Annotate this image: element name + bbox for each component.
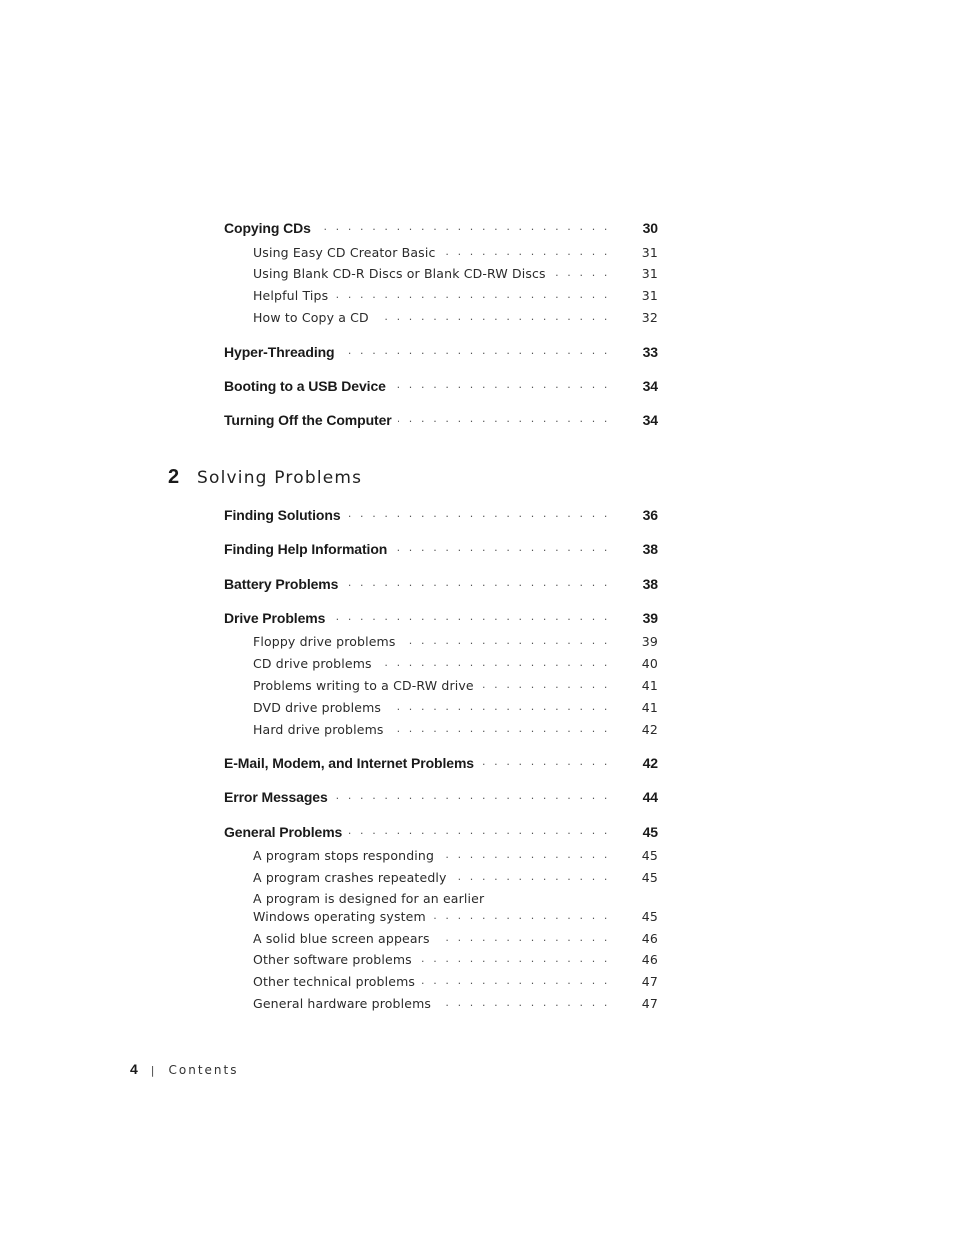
dot-leader: [334, 288, 610, 301]
toc-subentry[interactable]: [253, 677, 658, 693]
toc-entry-page: 44: [642, 789, 658, 805]
toc-entry-title: Drive Problems: [224, 610, 326, 626]
toc-subentry[interactable]: [253, 309, 658, 325]
toc-entry-title: E-Mail, Modem, and Internet Problems: [224, 755, 474, 771]
toc-subentry[interactable]: [253, 244, 658, 260]
dot-leader: [453, 870, 610, 883]
dot-leader: [341, 344, 610, 358]
toc-entry-general-problems[interactable]: [224, 823, 658, 840]
dot-leader: [393, 541, 610, 555]
toc-subentry-page: 41: [641, 677, 658, 693]
toc-entry-title: Hyper-Threading: [224, 344, 335, 360]
toc-subentry-title: Helpful Tips: [253, 287, 329, 303]
toc-subentry[interactable]: [253, 908, 658, 924]
toc-subentry-title: Other software problems: [253, 951, 412, 967]
toc-entry-hyper-threading[interactable]: [224, 343, 658, 360]
dot-leader: [480, 755, 610, 769]
toc-entry-finding-help[interactable]: [224, 540, 658, 557]
toc-entry-page: 39: [642, 610, 658, 626]
toc-subentry[interactable]: [253, 721, 658, 737]
toc-entry-page: 30: [642, 220, 658, 236]
dot-leader: [317, 220, 610, 234]
toc-subentry-page: 47: [641, 973, 658, 989]
toc-entry-title: Finding Solutions: [224, 507, 341, 523]
toc-entry-page: 34: [642, 378, 658, 394]
toc-subentry-page: 45: [641, 908, 658, 924]
dot-leader: [375, 310, 610, 323]
toc-subentry-title: Hard drive problems: [253, 721, 384, 737]
toc-subentry-title: A program stops responding: [253, 847, 435, 863]
toc-subentry-title: Windows operating system: [253, 908, 426, 924]
toc-subentry-page: 39: [641, 633, 658, 649]
toc-entry-drive-problems[interactable]: [224, 609, 658, 626]
dot-leader: [418, 952, 610, 965]
page-footer: [130, 1061, 239, 1077]
toc-subentry-page: 42: [641, 721, 658, 737]
dot-leader: [348, 824, 610, 838]
dot-leader: [378, 656, 610, 669]
dot-leader: [387, 700, 610, 713]
toc-subentry-page: 31: [641, 244, 658, 260]
chapter-number: 2: [168, 466, 180, 488]
toc-subentry[interactable]: [253, 973, 658, 989]
toc-subentry[interactable]: [253, 699, 658, 715]
toc-entry-title: General Problems: [224, 824, 343, 840]
toc-subentry-title: Problems writing to a CD-RW drive: [253, 677, 474, 693]
toc-entry-page: 45: [642, 824, 658, 840]
toc-entry-page: 34: [642, 412, 658, 428]
dot-leader: [437, 996, 610, 1009]
dot-leader: [552, 266, 610, 279]
toc-subentry[interactable]: [253, 869, 658, 885]
toc-subentry[interactable]: [253, 655, 658, 671]
toc-entry-battery-problems[interactable]: [224, 575, 658, 592]
toc-entry-title: Booting to a USB Device: [224, 378, 386, 394]
toc-entry-title: Error Messages: [224, 789, 328, 805]
dot-leader: [402, 634, 610, 647]
toc-entry-title: Battery Problems: [224, 576, 339, 592]
dot-leader: [392, 378, 610, 392]
toc-entry-finding-solutions[interactable]: [224, 506, 658, 523]
toc-subentry-page: 46: [641, 951, 658, 967]
dot-leader: [432, 909, 610, 922]
dot-leader: [344, 576, 610, 590]
toc-subentry-page: 46: [641, 930, 658, 946]
toc-subentry-title: A program crashes repeatedly: [253, 869, 447, 885]
toc-entry-title: Turning Off the Computer: [224, 412, 392, 428]
toc-subentry-title: A solid blue screen appears: [253, 930, 430, 946]
toc-subentry-page: 31: [641, 265, 658, 281]
toc-subentry-title: Using Blank CD-R Discs or Blank CD-RW Discs: [253, 265, 546, 281]
footer-label: Contents: [168, 1063, 239, 1077]
toc-entry-email-modem-internet[interactable]: [224, 754, 658, 771]
toc-subentry[interactable]: [253, 287, 658, 303]
toc-subentry[interactable]: [253, 951, 658, 967]
dot-leader: [390, 722, 610, 735]
toc-subentry-page: 45: [641, 869, 658, 885]
toc-subentry-first-line[interactable]: [253, 891, 658, 906]
toc-subentry-page: 41: [641, 699, 658, 715]
toc-subentry-title: DVD drive problems: [253, 699, 382, 715]
toc-subentry-title: Floppy drive problems: [253, 633, 396, 649]
toc-subentry-page: 47: [641, 995, 658, 1011]
dot-leader: [331, 610, 610, 624]
dot-leader: [480, 678, 610, 691]
chapter-title: Solving Problems: [197, 468, 363, 488]
toc-subentry-page: 40: [641, 655, 658, 671]
toc-subentry-page: 32: [641, 309, 658, 325]
toc-entry-title: Copying CDs: [224, 220, 311, 236]
footer-separator: |: [150, 1064, 155, 1077]
toc-subentry-title: CD drive problems: [253, 655, 372, 671]
toc-entry-turning-off[interactable]: [224, 411, 658, 428]
toc-entry-title: Finding Help Information: [224, 541, 388, 557]
dot-leader: [347, 507, 610, 521]
toc-subentry[interactable]: [253, 930, 658, 946]
toc-entry-page: 33: [642, 344, 658, 360]
toc-subentry-title: A program is designed for an earlier: [253, 891, 485, 906]
dot-leader: [334, 789, 610, 803]
toc-subentry[interactable]: [253, 265, 658, 281]
toc-subentry[interactable]: [253, 633, 658, 649]
dot-leader: [398, 412, 610, 426]
toc-subentry-title: General hardware problems: [253, 995, 432, 1011]
toc-entry-copying-cds[interactable]: [224, 219, 658, 236]
toc-subentry-title: Using Easy CD Creator Basic: [253, 244, 436, 260]
toc-entry-page: 42: [642, 755, 658, 771]
footer-page-number: 4: [130, 1061, 138, 1077]
toc-entry-error-messages[interactable]: [224, 788, 658, 805]
dot-leader: [440, 848, 610, 861]
dot-leader: [441, 245, 610, 258]
dot-leader: [436, 931, 610, 944]
toc-entry-page: 36: [642, 507, 658, 523]
toc-subentry[interactable]: [253, 995, 658, 1011]
toc-subentry-page: 31: [641, 287, 658, 303]
toc-subentry[interactable]: [253, 847, 658, 863]
chapter-heading: [168, 466, 362, 489]
toc-subentry-page: 45: [641, 847, 658, 863]
toc-subentry-title: Other technical problems: [253, 973, 416, 989]
dot-leader: [421, 974, 610, 987]
toc-entry-page: 38: [642, 576, 658, 592]
toc-entry-page: 38: [642, 541, 658, 557]
toc-subentry-title: How to Copy a CD: [253, 309, 369, 325]
toc-entry-booting-usb[interactable]: [224, 377, 658, 394]
